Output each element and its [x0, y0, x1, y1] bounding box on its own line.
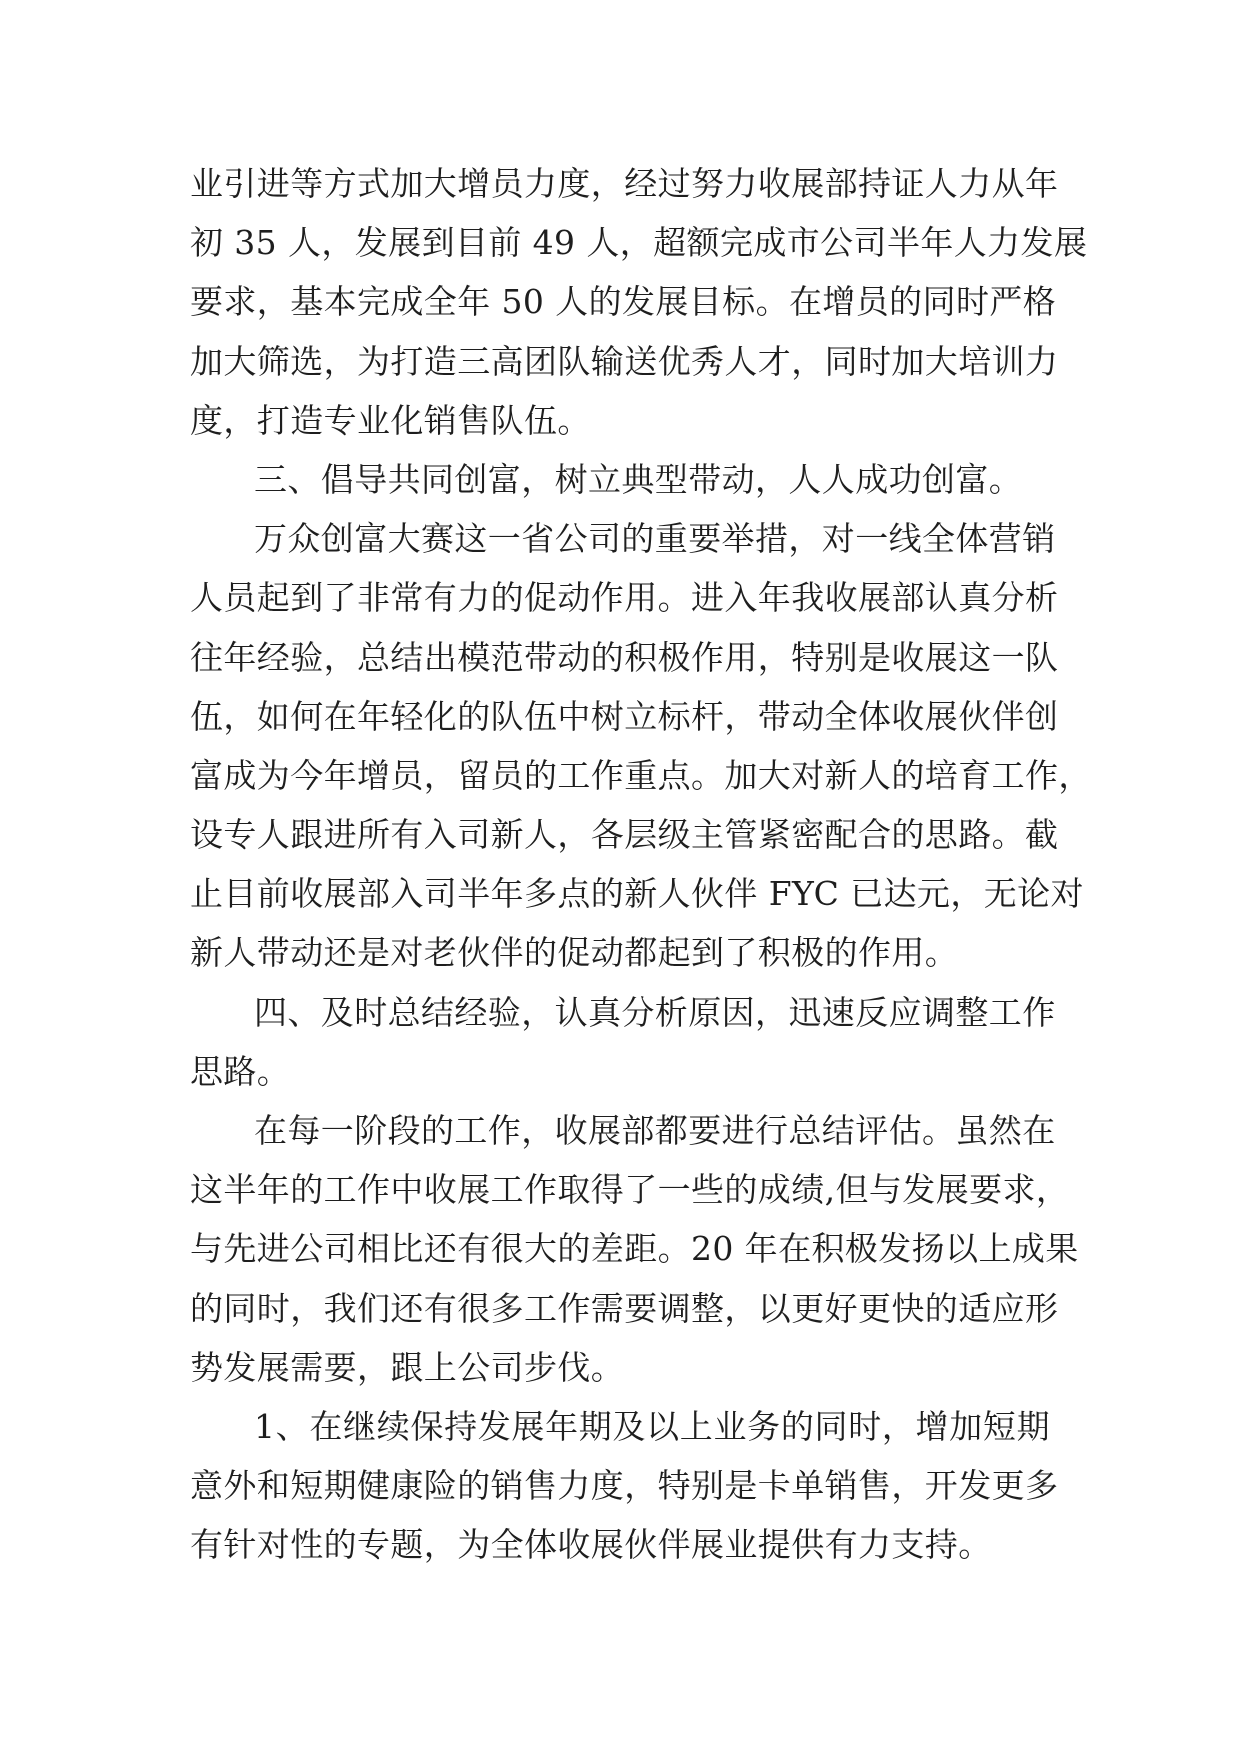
text-line: 四、及时总结经验，认真分析原因，迅速反应调整工作 [254, 992, 1056, 1032]
text-line: 人员起到了非常有力的促动作用。进入年我收展部认真分析 [190, 578, 1059, 618]
text-line: 思路。 [190, 1051, 291, 1091]
text-line: 设专人跟进所有入司新人，各层级主管紧密配合的思路。截 [190, 815, 1059, 855]
text-line: 止目前收展部入司半年多点的新人伙伴 FYC 已达元，无论对 [190, 874, 1084, 914]
text-line: 度，打造专业化销售队伍。 [190, 400, 591, 440]
text-line: 初 35 人，发展到目前 49 人，超额完成市公司半年人力发展 [190, 223, 1088, 263]
text-line: 业引进等方式加大增员力度，经过努力收展部持证人力从年 [190, 164, 1059, 203]
text-line: 要求，基本完成全年 50 人的发展目标。在增员的同时严格 [190, 282, 1057, 322]
text-line: 往年经验，总结出模范带动的积极作用，特别是收展这一队 [190, 637, 1059, 677]
text-line: 伍，如何在年轻化的队伍中树立标杆，带动全体收展伙伴创 [190, 696, 1059, 736]
text-line: 势发展需要，跟上公司步伐。 [190, 1347, 625, 1387]
text-line: 的同时，我们还有很多工作需要调整，以更好更快的适应形 [190, 1288, 1059, 1328]
text-line: 三、倡导共同创富，树立典型带动，人人成功创富。 [254, 459, 1023, 499]
text-line: 在每一阶段的工作，收展部都要进行总结评估。虽然在 [254, 1111, 1056, 1150]
text-line: 新人带动还是对老伙伴的促动都起到了积极的作用。 [190, 933, 959, 973]
text-line: 与先进公司相比还有很大的差距。20 年在积极发扬以上成果 [190, 1229, 1079, 1269]
text-line: 这半年的工作中收展工作取得了一些的成绩,但与发展要求， [190, 1170, 1070, 1210]
text-line: 意外和短期健康险的销售力度，特别是卡单销售，开发更多 [190, 1466, 1059, 1506]
text-line: 加大筛选，为打造三高团队输送优秀人才，同时加大培训力 [190, 341, 1059, 381]
text-line: 有针对性的专题，为全体收展伙伴展业提供有力支持。 [190, 1525, 992, 1565]
text-line: 1、在继续保持发展年期及以上业务的同时，增加短期 [254, 1406, 1050, 1446]
text-line: 富成为今年增员，留员的工作重点。加大对新人的培育工作， [190, 755, 1092, 795]
text-line: 万众创富大赛这一省公司的重要举措，对一线全体营销 [254, 519, 1056, 559]
body-text [190, 154, 1092, 1575]
